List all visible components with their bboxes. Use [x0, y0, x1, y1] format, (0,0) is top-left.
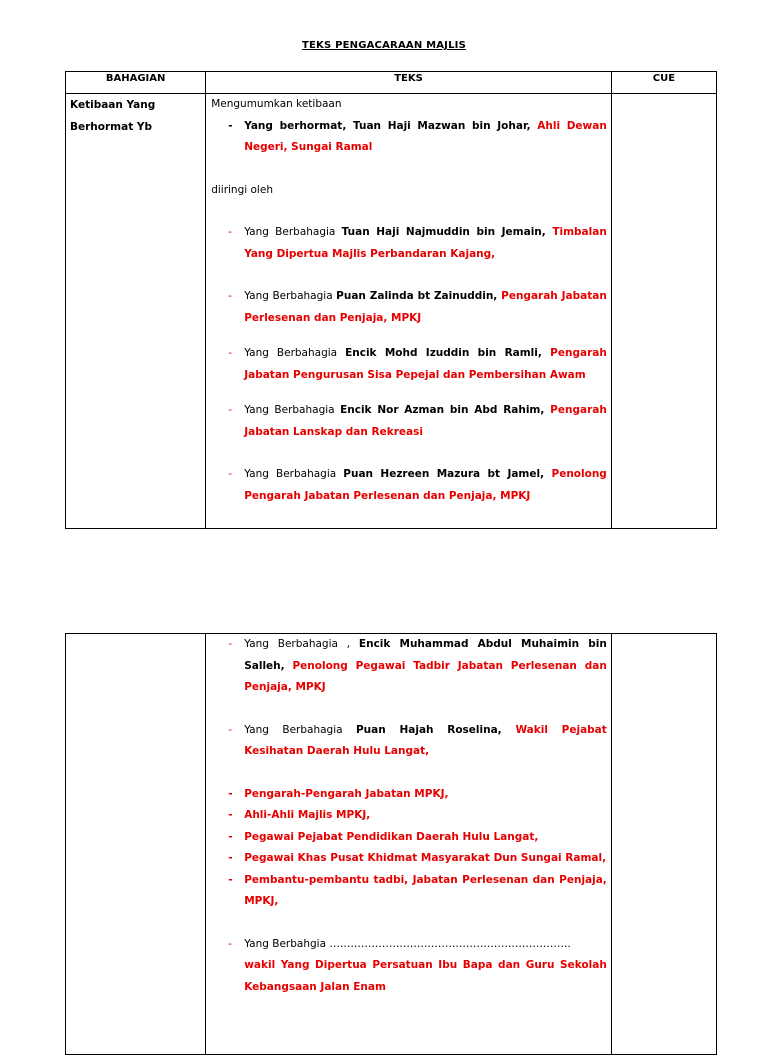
list-item: - Yang Berbahagia Encik Mohd Izuddin bin Ramli, Pengarah Jabatan Pengurusan Sisa Pepejal dan Pembersihan Awam	[228, 347, 607, 381]
teks-cell	[206, 94, 612, 529]
list-item: - Yang Berbahgia …………………………………………………………… wakil Yang Dipertua Persatuan Ibu Bapa dan Guru Sekolah Kebangsaan Jalan Enam	[228, 937, 607, 993]
intro-text: Mengumumkan ketibaan	[211, 98, 342, 110]
program-table-2	[65, 633, 717, 1055]
program-table-1	[65, 71, 717, 529]
list-item: - Yang berhormat, Tuan Haji Mazwan bin Johar, Ahli Dewan Negeri, Sungai Ramal	[228, 119, 607, 153]
list-item: - Yang Berbahagia Tuan Haji Najmuddin bin Jemain, Timbalan Yang Dipertua Majlis Perbandaran Kajang,	[228, 226, 607, 260]
diiringi-text: diiringi oleh	[211, 183, 273, 196]
bahagian-cell	[66, 634, 206, 1055]
list-item: - Pengarah-Pengarah Jabatan MPKJ,	[228, 787, 449, 800]
cue-cell	[611, 94, 716, 529]
header-cue: CUE	[611, 72, 716, 94]
table-row	[66, 634, 717, 1055]
table-row	[66, 94, 717, 529]
list-item: - Ahli-Ahli Majlis MPKJ,	[228, 809, 371, 821]
cue-cell	[611, 634, 716, 1055]
teks-cell	[206, 634, 612, 1055]
list-item: - Yang Berbahagia Puan Hajah Roselina, Wakil Pejabat Kesihatan Daerah Hulu Langat,	[228, 723, 607, 757]
table-header-row	[66, 72, 717, 94]
section-label: Ketibaan Yang Berhormat Yb	[70, 99, 156, 133]
list-item: - Yang Berbahagia Puan Zalinda bt Zainuddin, Pengarah Jabatan Perlesenan dan Penjaja, MPKJ	[228, 290, 607, 324]
bahagian-cell	[66, 94, 206, 529]
header-bahagian: BAHAGIAN	[66, 72, 206, 94]
list-item: - Pembantu-pembantu tadbi, Jabatan Perlesenan dan Penjaja, MPKJ,	[228, 873, 607, 907]
list-item: - Pegawai Khas Pusat Khidmat Masyarakat Dun Sungai Ramal,	[228, 852, 607, 864]
list-item: - Yang Berbahagia Encik Nor Azman bin Abd Rahim, Pengarah Jabatan Lanskap dan Rekreasi	[228, 404, 607, 438]
header-teks: TEKS	[206, 72, 612, 94]
list-item: - Yang Berbahagia Puan Hezreen Mazura bt Jamel, Penolong Pengarah Jabatan Perlesenan dan Penjaja, MPKJ	[228, 468, 607, 502]
page-title: TEKS PENGACARAAN MAJLIS	[302, 40, 466, 51]
list-item: - Pegawai Pejabat Pendidikan Daerah Hulu Langat,	[228, 830, 539, 843]
list-item: - Yang Berbahagia , Encik Muhammad Abdul Muhaimin bin Salleh, Penolong Pegawai Tadbir Jabatan Perlesenan dan Penjaja, MPKJ	[228, 638, 607, 693]
